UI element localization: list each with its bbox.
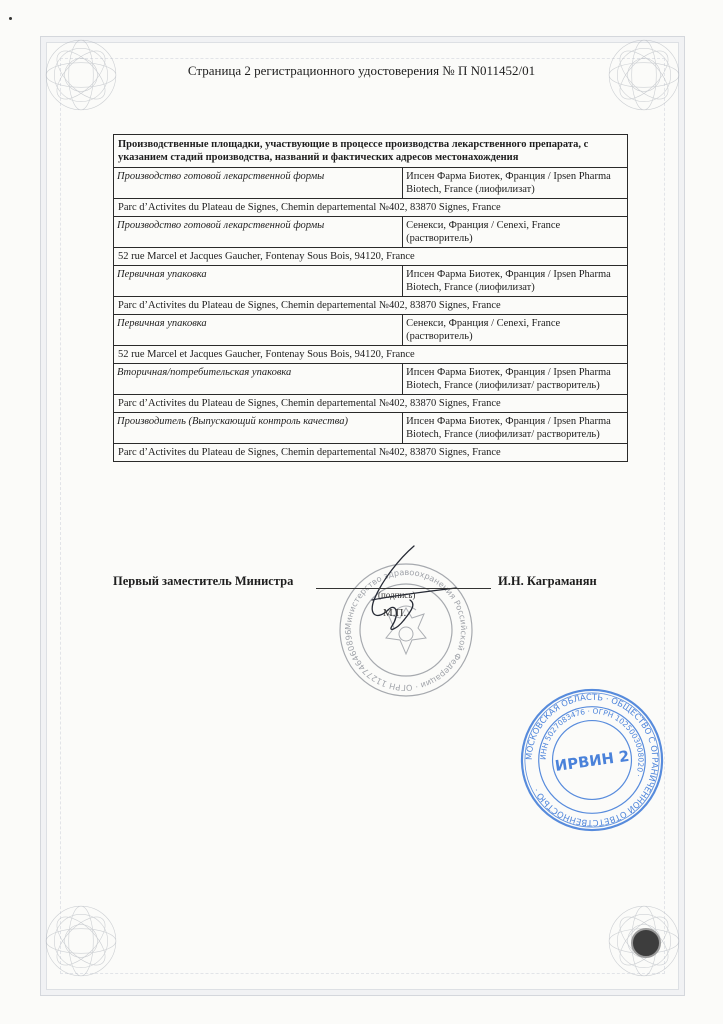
address-row: [114, 199, 628, 217]
company-seal-outer-text: МОСКОВСКАЯ ОБЛАСТЬ · ОБЩЕСТВО С ОГРАНИЧЕННОЙ ОТВЕТСТВЕННОСТЬЮ ·: [523, 691, 661, 829]
table-row: [114, 315, 628, 346]
stage-cell: Вторичная/потребительская упаковка: [114, 364, 403, 395]
manufacturer-cell: Ипсен Фарма Биотек, Франция / Ipsen Pharma Biotech, France (лиофилизат): [403, 266, 628, 297]
address-cell: Parc d’Activites du Plateau de Signes, Chemin departemental №402, 83870 Signes, France: [114, 395, 628, 413]
manufacturer-cell: Сенекси, Франция / Cenexi, France (растворитель): [403, 217, 628, 248]
scan-speck: [9, 17, 12, 20]
table-header-row: [114, 135, 628, 168]
manufacturer-cell: Ипсен Фарма Биотек, Франция / Ipsen Pharma Biotech, France (лиофилизат): [403, 168, 628, 199]
signatory-name: И.Н. Каграманян: [498, 574, 597, 588]
handwritten-signature: [352, 540, 462, 660]
seal-place-label: М.П.: [383, 607, 407, 619]
page-title: Страница 2 регистрационного удостоверения № П N011452/01: [187, 63, 536, 78]
stage-cell: Производитель (Выпускающий контроль качества): [114, 413, 403, 444]
address-cell: Parc d’Activites du Plateau de Signes, Chemin departemental №402, 83870 Signes, France: [114, 444, 628, 462]
ministry-seal-ring-text: Министерство здравоохранения Российской Федерации · ОГРН 1127746460896: [342, 566, 470, 694]
address-row: [114, 248, 628, 266]
company-seal: [518, 686, 666, 834]
manufacturer-cell: Ипсен Фарма Биотек, Франция / Ipsen Pharma Biotech, France (лиофилизат/ растворитель): [403, 413, 628, 444]
company-seal-center-text: ИРВИН 2: [554, 747, 631, 776]
production-sites-table: [113, 134, 628, 462]
signature-line: [316, 588, 491, 589]
address-row: [114, 444, 628, 462]
stage-cell: Производство готовой лекарственной формы: [114, 217, 403, 248]
stage-cell: Первичная упаковка: [114, 266, 403, 297]
stage-cell: Первичная упаковка: [114, 315, 403, 346]
signatory-title: Первый заместитель Министра: [113, 574, 294, 588]
address-cell: Parc d’Activites du Plateau de Signes, Chemin departemental №402, 83870 Signes, France: [114, 297, 628, 315]
table-row: [114, 217, 628, 248]
manufacturer-cell: Сенекси, Франция / Cenexi, France (растворитель): [403, 315, 628, 346]
table-row: [114, 413, 628, 444]
stage-cell: Производство готовой лекарственной формы: [114, 168, 403, 199]
table-row: [114, 168, 628, 199]
address-row: [114, 395, 628, 413]
table-row: [114, 266, 628, 297]
company-seal-inner-text: ИНН 5027083476 · ОГРН 1025003008020 ·: [538, 706, 646, 779]
table-row: [114, 364, 628, 395]
address-cell: Parc d’Activites du Plateau de Signes, Chemin departemental №402, 83870 Signes, France: [114, 199, 628, 217]
corner-rosette-icon: [40, 900, 122, 982]
signature-block: [113, 574, 633, 594]
address-cell: 52 rue Marcel et Jacques Gaucher, Fontenay Sous Bois, 94120, France: [114, 248, 628, 266]
manufacturer-cell: Ипсен Фарма Биотек, Франция / Ipsen Pharma Biotech, France (лиофилизат/ растворитель): [403, 364, 628, 395]
address-cell: 52 rue Marcel et Jacques Gaucher, Fontenay Sous Bois, 94120, France: [114, 346, 628, 364]
hologram-sticker: [631, 928, 661, 958]
signature-caption: (подпись): [378, 590, 416, 600]
table-heading: Производственные площадки, участвующие в процессе производства лекарственного препарата, с указанием стадий производства, названий и фактических адресов местонахождения: [114, 135, 628, 168]
address-row: [114, 346, 628, 364]
address-row: [114, 297, 628, 315]
